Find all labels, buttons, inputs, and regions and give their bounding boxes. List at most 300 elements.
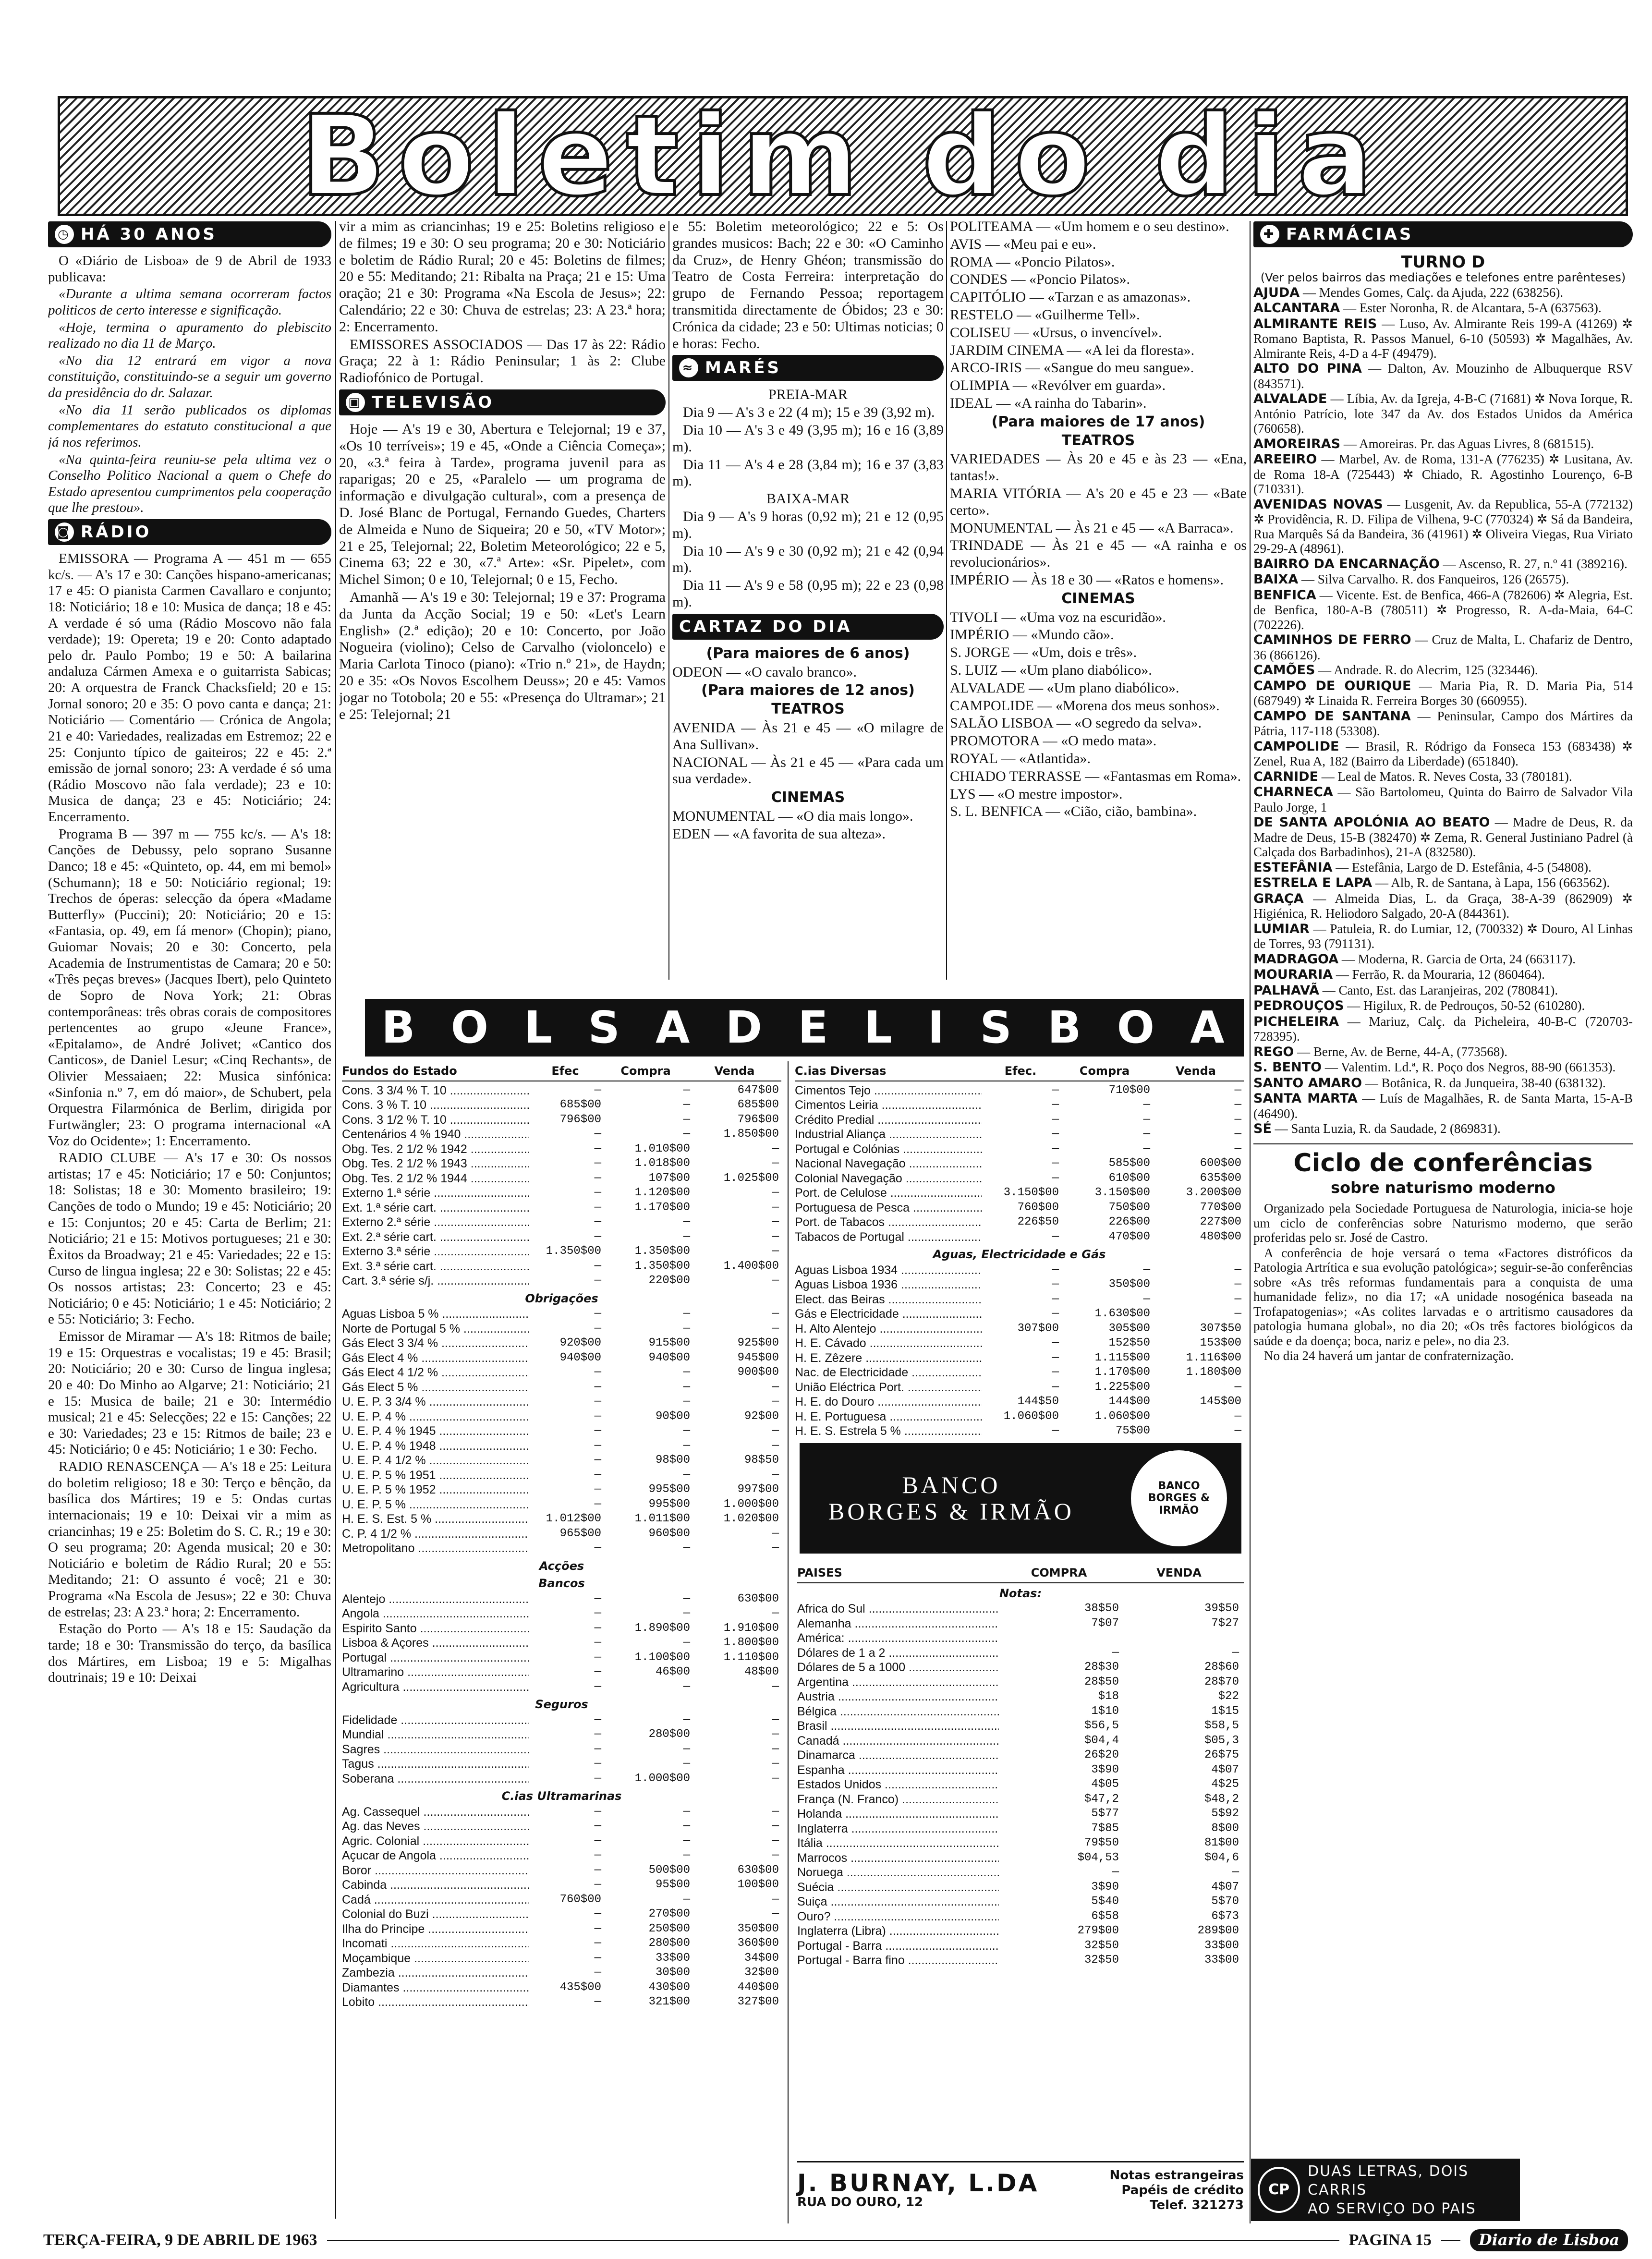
row-value: — <box>594 1424 601 1437</box>
row-value: $04,6 <box>1204 1851 1239 1864</box>
row-name: Gás Elect 4 % ..... <box>342 1351 529 1366</box>
cp-logo-icon: CP <box>1258 2167 1300 2213</box>
farmacia-detail: — Valentim. Ld.ª, R. Poço dos Negros, 88-90 (661353). <box>1322 1060 1616 1075</box>
row-name: U. E. P. 5 % 1952 ..... <box>342 1482 529 1497</box>
row-value: — <box>1234 1263 1241 1276</box>
row-value: — <box>594 1409 601 1423</box>
row-value: — <box>594 1483 601 1496</box>
header-col: COMPRA <box>1031 1566 1087 1579</box>
table-row <box>795 1201 1244 1215</box>
row-value: — <box>1232 1866 1239 1879</box>
farmacia-entry <box>1253 588 1633 632</box>
row-value: 270$00 <box>648 1907 690 1920</box>
row-name: Mundial ..... <box>342 1727 529 1742</box>
row-name: Externo 1.ª série ..... <box>342 1186 529 1201</box>
table-row <box>342 1113 781 1128</box>
row-value: 685$00 <box>737 1098 779 1111</box>
row-value: — <box>683 1820 690 1833</box>
bolsa-letter: O <box>1117 1001 1157 1053</box>
row-value: — <box>594 1907 601 1920</box>
farmacia-detail: — Moderna, R. Garcia de Orta, 24 (663117). <box>1338 951 1576 966</box>
row-name: União Eléctrica Port. ..... <box>795 1380 982 1395</box>
row-name: Ag. Cassequel ..... <box>342 1805 529 1820</box>
table-row <box>797 1836 1244 1851</box>
farmacia-area: CAMPO DE SANTANA <box>1253 708 1411 724</box>
row-name: Cons. 3 1/2 % T. 10 ..... <box>342 1113 529 1128</box>
table-row <box>797 1602 1244 1616</box>
section-title: Bancos <box>538 1577 585 1590</box>
row-value: — <box>1052 1113 1059 1126</box>
row-value: — <box>594 1380 601 1394</box>
farmacia-area: PICHELEIRA <box>1253 1014 1339 1029</box>
row-value: 920$00 <box>559 1336 601 1349</box>
table-row <box>342 1365 781 1380</box>
row-value: 5$92 <box>1211 1807 1239 1820</box>
row-value: 1.225$00 <box>1094 1380 1150 1394</box>
row-name: Zambezia ..... <box>342 1966 529 1980</box>
row-value: 4$07 <box>1211 1763 1239 1776</box>
row-value: 28$70 <box>1204 1675 1239 1688</box>
table-row <box>342 1201 781 1215</box>
farmacia-entry <box>1253 437 1633 452</box>
row-name: Industrial Aliança ..... <box>795 1127 982 1142</box>
farmacia-area: ALCANTARA <box>1253 301 1340 316</box>
table-row <box>797 1631 1244 1646</box>
farmacia-entry <box>1253 709 1633 739</box>
table-row <box>342 1322 781 1336</box>
row-value: 144$00 <box>1108 1395 1150 1408</box>
row-value: — <box>1234 1083 1241 1097</box>
header-col: Venda <box>1176 1064 1216 1078</box>
row-value: — <box>1052 1083 1059 1097</box>
row-name: Obg. Tes. 2 1/2 % 1943 ..... <box>342 1156 529 1171</box>
row-value: — <box>1052 1171 1059 1185</box>
row-value: 1.850$00 <box>723 1128 779 1141</box>
row-value: $05,3 <box>1204 1734 1239 1747</box>
farmacia-entry <box>1253 497 1633 556</box>
farmacia-entry <box>1253 1076 1633 1091</box>
farmacia-detail: — Almeida Dias, L. da Graça, 38-A-39 (862909) ✲ Higiénica, R. Heliodoro Salgado, 20-A (844361). <box>1253 891 1633 921</box>
ciclo-title: Ciclo de conferências <box>1293 1148 1593 1178</box>
table-row <box>795 1142 1244 1157</box>
table-row <box>342 1651 781 1665</box>
row-name: Açucar de Angola ..... <box>342 1848 529 1863</box>
row-value: 915$00 <box>648 1336 690 1349</box>
table-row <box>797 1660 1244 1675</box>
table-row <box>342 1713 781 1728</box>
row-value: — <box>594 1322 601 1335</box>
row-value: — <box>772 1186 779 1199</box>
row-value: 995$00 <box>648 1497 690 1511</box>
row-value: — <box>1052 1424 1059 1437</box>
row-value: — <box>772 1380 779 1394</box>
row-name: Externo 2.ª série ..... <box>342 1215 529 1230</box>
table-row <box>342 1274 781 1288</box>
row-value: — <box>683 1542 690 1555</box>
row-value: $56,5 <box>1084 1719 1119 1732</box>
row-value: — <box>594 1849 601 1862</box>
column-rule <box>788 1061 789 2223</box>
farmacias-header: ✚ FARMÁCIAS <box>1253 221 1633 247</box>
table-header <box>795 1064 1244 1081</box>
row-name: U. E. P. 3 3/4 % ..... <box>342 1395 529 1409</box>
row-value: — <box>772 1820 779 1833</box>
farmacia-area: AVENIDAS NOVAS <box>1253 497 1383 512</box>
row-value: 32$50 <box>1084 1954 1119 1967</box>
row-value: — <box>683 1592 690 1605</box>
farmacia-entry <box>1253 316 1633 361</box>
farmacia-entry <box>1253 1091 1633 1121</box>
table-row <box>797 1807 1244 1822</box>
table-header <box>342 1064 781 1081</box>
farmacia-entry <box>1253 739 1633 769</box>
farmacia-detail: — Luís de Magalhães, R. de Santa Marta, 15-A-B (46490). <box>1253 1091 1633 1121</box>
row-value: 7$85 <box>1091 1822 1119 1835</box>
radio-text: EMISSORA — Programa A — 451 m — 655 kc/s. — A's 17 e 30: Canções hispano-americanas; 17 e 45: O pianista Carmen Cavallaro e conjunto; 18: Noticiário; 18 e 10: Musica de dança; 18 e 45: A verdade é só uma (Rádio Moscovo não fala verdade); 19: Opereta; 19 e 20: Conto adaptado pelo dr. Paulo Pombo; 19 e 50: A bailarina andaluza Cármen Amexa e o guitarrista Sabicas; 20: A orquestra de Franck Chacksfield; 20 e 15: Jornal sonoro; 20 e 35: O povo canta e dança; 21: Noticiário — Comentário — Crónica de Angola; 21 e 40: Variedades, realizadas em Estremoz; 22 e 25: Conjunto típico de gaiteiros; 22 e 45: 2.ª emissão de jornal sonoro; 23: A verdade é só uma (Rádio Moscovo não fala verdade); 23 e 10: Musica de dança; 23 e 45: Noticiário; 24: Encerramento. Programa B — 397 m — 755 kc/s. — A's 18: Canções de Debussy, pelo soprano Susanne Danco; 18 e 45: «Quinteto, op. 44, em mi bemol» (Schumann); 18 e 50: Noticiário regional; 19: Trechos de óperas: selecção da ópera «Madame Butterfly» (Puccini); 20: Noticiário; 20 e 15: «Fantasia, op. 49, em fá menor» (Chopin); piano, Guiomar Novais; 20 e 30: Concerto, pela Academia de Instrumentistas de Camara; 20 e 50: «Três peças breves» (Jacques Ibert), pelo Quinteto de Sopro de Nova York; 21: Obras contemporâneas: três obras corais de compositores pertencentes ao grupo «Jeune France», «Epitalamo», de André Jolivet; «Cantico dos Canticos», de Daniel Lesur; «Cinq Rechants», de Olivier Messaiaen; 22: Musica sinfónica: «Sinfonia n.º 7, em dó maior», de Schubert, pela Orquestra Filarmónica de Berlim, dirigida por Furtwängler; 23: O programa internacional «A Voz do Ocidente»; 1: Encerramento. RADIO CLUBE — A's 17 e 30: Os nossos artistas; 17 e 45: Noticiário; 17 e 50: Conjuntos; 18: Solistas; 18 e 30: Momento brasileiro; 19: Canções de todo o Mundo; 19 e 45: Noticiário; 20 e 15: Conjuntos; 20 e 45: Carta de Berlim; 21: Noticiário; 21 e 15: Motivos portugueses; 21 e 30: Êxitos da Broadway; 21 e 45: Variedades; 22 e 15: Curso de lingua inglesa; 22 e 30: Solistas; 22 e 45: Os nossos artistas; 23: Concerto; 23 e 45: Noticiário; 0 e 45: Noticiário; 1 e 45: Noticiário; 2 e 55: Noticiário; 3: Fecho. Emissor de Miramar — A's 18: Ritmos de baile; 19 e 15: Orquestras e vocalistas; 19 e 45: Brasil; 20: Noticiário; 20 e 30: Curso de lingua inglesa; 20 e 40: Do Minho ao Algarve; 21: Noticiário; 21 e 15: Musica de baile; 21 e 30: Intermédio musical; 21 e 45: Selecções; 22 e 15: Canções; 22 e 30: Variedades; 23 e 15: Ritmos de baile; 23 e 45: Noticiário; 0 e 45: Noticiário; 1 e 30: Fecho. RADIO RENASCENÇA — A's 18 e 25: Leitura do boletim religioso; 18 e 30: Terço e bênção, da basílica dos Mártires; 19 e 5: Ondas curtas internacionais; 19 e 10: Deixai vir a mim as criancinhas; 19 e 25: Boletim do S. C. R.; 19 e 30: O seu programa; 20: Agenda musical; 20 e 30: Noticiário e boletim de Rádio Rural; 20 e 55: Meditando; 21: O assunto é você; 21 e 30: Programa «Na Escola de Jesus»; 22 e 30: Chuva de estrelas; 23: A 23.ª hora; 2: Encerramento. Estação do Porto — A's 18 e 15: Saudação da tarde; 18 e 30: Transmissão do terço, da basílica dos Mártires, em Lisboa; 19 e 5: Migalhas doutrinais; 19 e 10: Deixai <box>48 551 331 1686</box>
cambios-table <box>797 1566 1244 1968</box>
row-value: — <box>683 1230 690 1243</box>
table-row <box>342 1592 781 1607</box>
row-value: 5$70 <box>1211 1895 1239 1908</box>
row-name: Alemanha ..... <box>797 1616 999 1631</box>
footer-date: TERÇA-FEIRA, 9 DE ABRIL DE 1963 <box>43 2231 317 2249</box>
row-value: 500$00 <box>648 1863 690 1877</box>
farmacia-area: DE SANTA APOLÓNIA AO BEATO <box>1253 815 1490 830</box>
farmacias-list <box>1253 285 1633 1137</box>
table-row <box>795 1380 1244 1395</box>
row-value: 770$00 <box>1200 1201 1241 1214</box>
farmacia-entry <box>1253 785 1633 814</box>
farmacia-entry <box>1253 1014 1633 1044</box>
row-name: H. E. Zêzere ..... <box>795 1351 982 1366</box>
row-value: — <box>683 1680 690 1693</box>
row-name: Nac. de Electricidade ..... <box>795 1365 982 1380</box>
farmacia-detail: — Dalton, Av. Mouzinho de Albuquerque RSV (843571). <box>1253 361 1633 391</box>
table-row <box>342 1156 781 1171</box>
table-row <box>342 1395 781 1409</box>
row-value: — <box>594 1128 601 1141</box>
farmacia-entry <box>1253 1044 1633 1060</box>
masthead-title: Boletim do dia <box>300 91 1385 221</box>
row-name: U. E. P. 4 1/2 % ..... <box>342 1453 529 1468</box>
row-value: — <box>594 1201 601 1214</box>
cp-railways-ad <box>1251 2159 1520 2221</box>
row-name: Ouro? ..... <box>797 1909 999 1924</box>
farmacia-detail: — Ascenso, R. 27, n.º 41 (389216). <box>1439 556 1628 571</box>
row-name: Inglaterra (Libra) ..... <box>797 1924 999 1939</box>
row-value: 90$00 <box>655 1409 690 1423</box>
table-row <box>795 1351 1244 1366</box>
farmacia-detail: — Lusgenit, Av. da Republica, 55-A (772132) ✲ Providência, R. D. Filipa de Vilhena, 9-C (770324) ✲ Sá da Bandeira, Rua Marquês Sá da Bandeira, 36 (41961) ✲ Oliveira Viegas, Rua Viriato 29-29-A (48961). <box>1253 497 1633 556</box>
ha-30-anos-text: O «Diário de Lisboa» de 9 de Abril de 1933 publicava: «Durante a ultima semana ocorreram factos politicos de certo interesse e significação. «Hoje, termina o apuramento do plebiscito realizado no dia 11 de Março. «No dia 12 entrará em vigor a nova constituição, constituindo-se a seguir um governo da presidência do dr. Salazar. «No dia 11 serão publicados os diplomas complementares do estatuto constitucional a que já nos referimos. «Na quinta-feira reuniu-se pela ultima vez o Conselho Politico Nacional a quem o Chefe do Estado apresentou cumprimentos pela cooperação que lhe prestou». <box>48 253 331 516</box>
row-value: — <box>1143 1098 1150 1111</box>
section-title: Aguas, Electricidade e Gás <box>933 1248 1106 1261</box>
table-row <box>795 1215 1244 1230</box>
farmacia-area: CAMINHOS DE FERRO <box>1253 632 1411 648</box>
row-value: 226$00 <box>1108 1215 1150 1228</box>
row-name: Aguas Lisboa 1934 ..... <box>795 1263 982 1278</box>
row-name: Ext. 2.ª série cart. ..... <box>342 1230 529 1245</box>
row-name: Cart. 3.ª série s/j. ..... <box>342 1274 529 1288</box>
row-value: 4$05 <box>1091 1778 1119 1791</box>
row-value <box>999 1631 1119 1646</box>
farmacia-area: ALTO DO PINA <box>1253 361 1362 376</box>
row-value: — <box>772 1742 779 1756</box>
farmacia-area: MADRAGOA <box>1253 951 1339 967</box>
table-row <box>342 1259 781 1274</box>
farmacia-detail: — Líbia, Av. da Igreja, 4-B-C (71681) ✲ Nova Iorque, R. António Patrício, lote 347 da Av. dos Estados Unidos da América (760658). <box>1253 391 1633 436</box>
row-value: 925$00 <box>737 1336 779 1349</box>
row-name: Sagres ..... <box>342 1742 529 1757</box>
table-row <box>342 1098 781 1113</box>
row-value: 945$00 <box>737 1351 779 1364</box>
farmacia-detail: — Maria Pia, R. D. Maria Pia, 514 (687949) ✲ Linaida R. Ferreira Borges 30 (660955). <box>1253 678 1633 708</box>
row-value: 26$20 <box>1084 1749 1119 1761</box>
row-value: 79$50 <box>1084 1836 1119 1849</box>
table-row <box>795 1156 1244 1171</box>
table-row <box>342 1893 781 1907</box>
table-row <box>342 1907 781 1922</box>
row-value: 307$00 <box>1017 1322 1059 1335</box>
row-value: — <box>772 1607 779 1620</box>
row-value: — <box>1052 1098 1059 1111</box>
row-value: — <box>594 1863 601 1877</box>
row-value: 279$00 <box>1077 1924 1119 1937</box>
row-name: H. E. do Douro ..... <box>795 1395 982 1409</box>
row-value: 1.890$00 <box>634 1621 690 1635</box>
tv-icon: ▣ <box>346 393 365 412</box>
row-value: — <box>772 1142 779 1155</box>
row-value: — <box>594 1607 601 1620</box>
row-value: — <box>1052 1142 1059 1155</box>
table-row <box>797 1792 1244 1807</box>
farmacia-area: PEDROUÇOS <box>1253 998 1344 1014</box>
row-name: Obg. Tes. 2 1/2 % 1944 ..... <box>342 1171 529 1186</box>
row-value: 1.000$00 <box>723 1497 779 1511</box>
table-row <box>795 1186 1244 1201</box>
row-value: 900$00 <box>737 1366 779 1379</box>
farmacia-detail: — Brasil, R. Ródrigo da Fonseca 153 (683438) ✲ Zenel, Rua A, 182 (Bairro da Liberdade) (651840). <box>1253 739 1633 769</box>
row-value: — <box>594 1651 601 1664</box>
row-name: Fidelidade ..... <box>342 1713 529 1728</box>
row-name: Boror ..... <box>342 1863 529 1878</box>
column-rule <box>668 221 669 980</box>
row-name: Diamantes ..... <box>342 1980 529 1995</box>
row-name: Lisboa & Açores ..... <box>342 1636 529 1651</box>
row-value: 1.115$00 <box>1094 1351 1150 1364</box>
farmacia-detail: — Andrade. R. do Alecrim, 125 (323446). <box>1315 663 1538 678</box>
row-value: — <box>1232 1646 1239 1659</box>
row-value: — <box>594 1665 601 1678</box>
row-name: Austria ..... <box>797 1689 999 1704</box>
bolsa-table-right <box>795 1064 1244 1439</box>
row-value: — <box>1143 1263 1150 1276</box>
column-2: vir a mim as criancinhas; 19 e 25: Boletins religioso e de filmes; 19 e 30: O seu programa; 20 e 30: Noticiário e boletim de Rádio Rural; 20 e 45: Boletins de filmes; 20 e 55: Meditando; 21: Ribalta na Praça; 21 e 15: Uma oração; 21 e 30: Programa «Na Escola de Jesus»; 22: Calendário; 22 e 30: Chuva de estrelas; 23: A 23.ª hora; 2: Encerramento. EMISSORES ASSOCIADOS — Das 17 às 22: Rádio Graça; 22 à 1: Rádio Peninsular; 1 às 2: Clube Radiofónico de Portugal. ▣ TELEVISÃO Hoje — A's 19 e 30, Abertura e Telejornal; 19 e 37, «Os 10 terríveis»; 19 e 45, «Onde a Ciência Começa»; 20, «3.ª feira à Tarde», programa juvenil para as raparigas; 20 e 25, «Paralelo — um programa de informação e divulgação cultural», com a presença de D. José Blanc de Portugal, Fernando Guedes, Charters de Almeida e Nuno de Siqueira; 20 e 50, «TV Motor»; 21 e 25, Telejornal; 22, Boletim Meteorológico; 22 e 5, Cinema 63; 22 e 30, «7.ª Arte»: «Sr. Pipelet», com Michel Simon; 0 e 10, Telejornal; 0 e 15, Fecho. Amanhã — A's 19 e 30: Telejornal; 19 e 37: Programa da Junta da Acção Social; 19 e 50: «Let's Learn English» (2.ª edição); 20 e 10: Concerto, por João Nogueira (violino); Celso de Carvalho (violoncelo) e Maria Carlota Tinoco (piano): «Trio n.º 21», de Haydn; 20 e 35: «Os Novos Escolhem Deuss»; 20 e 45: Vamos jogar no Totobola; 20 e 55: «Presença do Ultramar»; 21 e 25: Telejornal; 21 <box>339 219 666 722</box>
row-value: — <box>683 1128 690 1141</box>
table-row <box>342 1805 781 1820</box>
table-row <box>795 1395 1244 1409</box>
row-name: Espanha ..... <box>797 1763 999 1778</box>
header-col: Venda <box>714 1064 755 1078</box>
row-value: $22 <box>1218 1690 1239 1703</box>
row-name: Inglaterra ..... <box>797 1822 999 1836</box>
row-name: H. E. S. Estrela 5 % ..... <box>795 1424 982 1439</box>
row-name: Bélgica ..... <box>797 1704 999 1719</box>
row-value: 26$75 <box>1204 1749 1239 1761</box>
table-row <box>342 1186 781 1201</box>
row-value: — <box>594 1621 601 1635</box>
farmacia-detail: — Botânica, R. da Junqueira, 38-40 (638132). <box>1362 1075 1606 1090</box>
bolsa-letter: S <box>588 1001 623 1053</box>
bolsa-letter: O <box>450 1001 491 1053</box>
row-name: U. E. P. 5 % ..... <box>342 1497 529 1512</box>
row-value: 710$00 <box>1108 1083 1150 1097</box>
bolsa-letter: A <box>656 1001 693 1053</box>
row-value: — <box>683 1098 690 1111</box>
row-value: 435$00 <box>559 1980 601 1994</box>
row-value: 440$00 <box>737 1980 779 1994</box>
banco-name: BANCO BORGES & IRMÃO <box>828 1471 1074 1525</box>
farmacia-entry <box>1253 922 1633 951</box>
row-value: — <box>772 1245 779 1258</box>
row-value: 34$00 <box>744 1951 779 1965</box>
row-value: 4$25 <box>1211 1778 1239 1791</box>
row-value: — <box>683 1607 690 1620</box>
row-name: Gás Elect 4 1/2 % ..... <box>342 1365 529 1380</box>
row-value: — <box>772 1527 779 1540</box>
row-value: 1.020$00 <box>723 1512 779 1525</box>
row-value: — <box>594 1922 601 1935</box>
row-name: Obg. Tes. 2 1/2 % 1942 ..... <box>342 1142 529 1157</box>
row-value: $18 <box>1098 1690 1119 1703</box>
row-name: Nacional Navegação ..... <box>795 1156 982 1171</box>
table-row <box>797 1748 1244 1763</box>
row-value: $58,5 <box>1204 1719 1239 1732</box>
column-rule <box>1250 221 1251 2223</box>
row-value: — <box>594 1951 601 1965</box>
row-value: — <box>1234 1128 1241 1141</box>
footer-paper-name: Diario de Lisboa <box>1470 2229 1628 2251</box>
table-row <box>797 1719 1244 1734</box>
row-name: Cadá ..... <box>342 1893 529 1907</box>
row-value: — <box>594 1186 601 1199</box>
table-row <box>342 1606 781 1621</box>
table-row <box>342 1636 781 1651</box>
row-name: Angola ..... <box>342 1606 529 1621</box>
row-name: Tagus ..... <box>342 1757 529 1772</box>
row-value: 1.018$00 <box>634 1157 690 1170</box>
row-value: 480$00 <box>1200 1230 1241 1243</box>
row-name: Gás e Electricidade ..... <box>795 1307 982 1322</box>
row-name: Portugal ..... <box>342 1651 529 1665</box>
row-value: — <box>594 1834 601 1847</box>
banco-seal-logo: BANCO BORGES & IRMÃO <box>1131 1450 1227 1546</box>
table-row <box>795 1098 1244 1113</box>
row-value: — <box>594 1636 601 1649</box>
table-row <box>797 1909 1244 1924</box>
row-name: Estados Unidos ..... <box>797 1777 999 1792</box>
farmacia-entry <box>1253 952 1633 967</box>
farmacia-detail: — Berne, Av. de Berne, 44-A, (773568). <box>1294 1044 1508 1059</box>
row-value: — <box>772 1680 779 1693</box>
row-value: 1.910$00 <box>723 1621 779 1635</box>
row-value: 1.630$00 <box>1094 1307 1150 1320</box>
row-value: — <box>683 1742 690 1756</box>
row-name: Alentejo ..... <box>342 1592 529 1607</box>
farmacia-entry <box>1253 632 1633 662</box>
row-value: 940$00 <box>559 1351 601 1364</box>
farmacia-entry <box>1253 361 1633 391</box>
row-value: 760$00 <box>559 1893 601 1906</box>
row-name: Elect. das Beiras ..... <box>795 1292 982 1307</box>
row-value: 46$00 <box>655 1665 690 1678</box>
row-value: 1.025$00 <box>723 1171 779 1185</box>
cartaz-header: CARTAZ DO DIA <box>672 614 944 640</box>
row-name: Noruega ..... <box>797 1865 999 1880</box>
row-name: Port. de Tabacos ..... <box>795 1215 982 1230</box>
row-value: — <box>683 1215 690 1228</box>
bolsa-letter: L <box>524 1001 556 1053</box>
farmacia-area: SANTA MARTA <box>1253 1091 1358 1106</box>
farmacia-area: CAMPO DE OURIQUE <box>1253 678 1411 693</box>
footer-page: PAGINA 15 <box>1348 2231 1432 2249</box>
row-value: — <box>1234 1409 1241 1423</box>
row-value: 226$50 <box>1017 1215 1059 1228</box>
row-name: Aguas Lisboa 5 % ..... <box>342 1307 529 1322</box>
farmacia-detail: — Santa Luzia, R. da Saudade, 2 (869831). <box>1271 1121 1501 1136</box>
table-row <box>342 1468 781 1483</box>
row-value: 6$73 <box>1211 1909 1239 1923</box>
row-value: — <box>594 1274 601 1287</box>
row-name: U. E. P. 4 % ..... <box>342 1409 529 1424</box>
bolsa-letter: S <box>980 1001 1015 1053</box>
row-value: — <box>1234 1380 1241 1394</box>
row-value: 30$00 <box>655 1966 690 1979</box>
row-value: 144$50 <box>1017 1395 1059 1408</box>
row-name: Colonial Navegação ..... <box>795 1171 982 1186</box>
table-row <box>795 1292 1244 1307</box>
row-value: — <box>1234 1098 1241 1111</box>
row-name: Marrocos ..... <box>797 1851 999 1866</box>
table-row <box>797 1865 1244 1880</box>
row-value: — <box>1234 1278 1241 1291</box>
farmacia-detail: — Mendes Gomes, Calç. da Ajuda, 222 (638256). <box>1300 285 1564 300</box>
row-value: 585$00 <box>1108 1157 1150 1170</box>
row-name: Colonial do Buzi ..... <box>342 1907 529 1922</box>
row-value: — <box>1052 1157 1059 1170</box>
row-value: — <box>1052 1292 1059 1306</box>
row-value: — <box>683 1893 690 1906</box>
row-name: Aguas Lisboa 1936 ..... <box>795 1277 982 1292</box>
row-value: 350$00 <box>1108 1278 1150 1291</box>
table-row <box>795 1263 1244 1278</box>
row-value: — <box>1052 1230 1059 1243</box>
row-value: — <box>594 1542 601 1555</box>
table-row <box>342 1307 781 1322</box>
row-name: Cons. 3 3/4 % T. 10 ..... <box>342 1083 529 1098</box>
farmacia-detail: — Estefânia, Largo de D. Estefânia, 4-5 (54808). <box>1332 860 1591 874</box>
row-value: — <box>772 1907 779 1920</box>
farmacia-detail: — Higilux, R. de Pedrouços, 50-52 (610280). <box>1344 998 1585 1013</box>
row-value: 1.010$00 <box>634 1142 690 1155</box>
row-value: — <box>683 1395 690 1408</box>
row-value: 1.350$00 <box>546 1245 601 1258</box>
farmacia-entry <box>1253 572 1633 587</box>
row-value: — <box>594 1454 601 1467</box>
row-value: 635$00 <box>1200 1171 1241 1185</box>
farmacia-entry <box>1253 557 1633 572</box>
row-value: 327$00 <box>737 1995 779 2008</box>
